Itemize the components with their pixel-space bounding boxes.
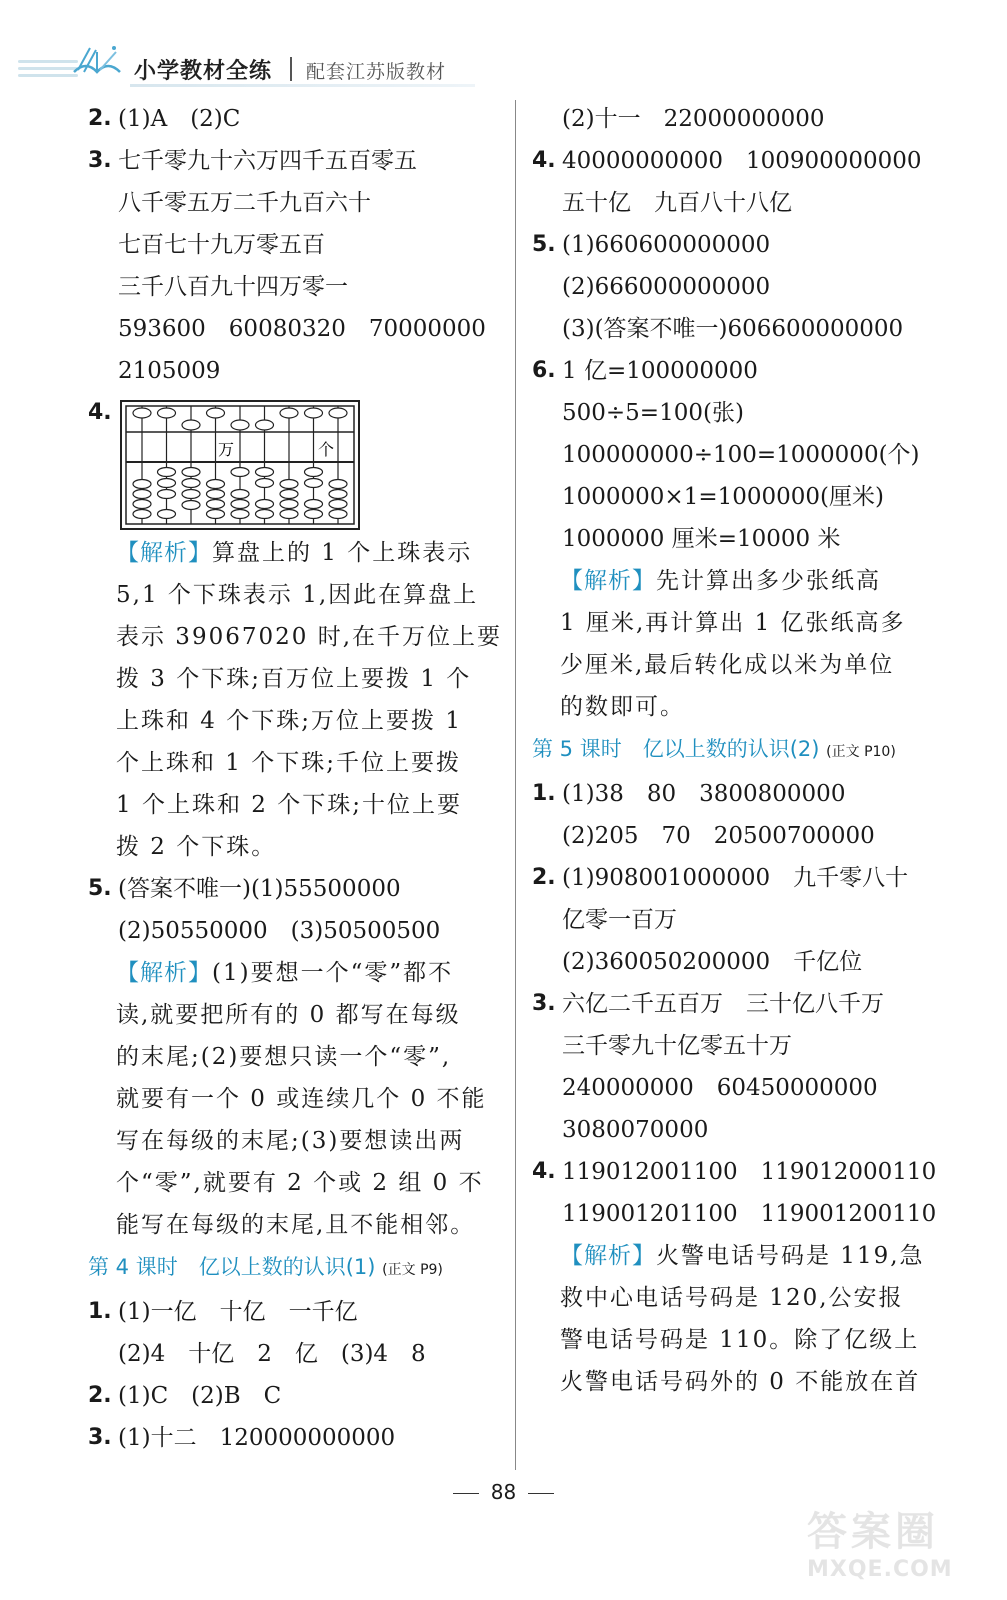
abacus-lower-bead xyxy=(280,480,298,489)
answer-line: 3080070000 xyxy=(562,1117,709,1143)
header-separator xyxy=(290,57,292,81)
abacus-lower-bead xyxy=(207,500,225,509)
watermark xyxy=(807,1500,987,1580)
question-3 xyxy=(88,140,503,182)
lesson4-question-5 xyxy=(532,224,952,266)
answer-line: 240000000 60450000000 xyxy=(562,1075,878,1101)
analysis-tag: 【解析】 xyxy=(560,1243,656,1269)
watermark-top: 答案圈 xyxy=(807,1509,939,1555)
abacus-lower-bead xyxy=(256,468,274,477)
answer-text: (1)660600000000 xyxy=(562,232,771,258)
answer-line: (2)360050200000 千亿位 xyxy=(562,949,863,975)
answer-line: (2)50550000 (3)50500500 xyxy=(118,918,441,944)
answer-text: (1)38 80 3800800000 xyxy=(562,781,846,807)
abacus-lower-bead xyxy=(231,500,249,509)
abacus-lower-bead xyxy=(182,501,200,510)
page-header xyxy=(0,0,1007,100)
answer-text: 1 亿=100000000 xyxy=(562,358,758,384)
question-number: 4. xyxy=(532,148,556,173)
answer-text: 七千零九十六万四千五百零五 xyxy=(118,148,417,174)
question-number: 4. xyxy=(88,400,112,425)
answer-line: 1000000×1=1000000(厘米) xyxy=(562,484,884,510)
analysis-line: 少厘米,最后转化成以米为单位 xyxy=(560,652,895,678)
abacus-lower-bead xyxy=(158,468,176,477)
question-number: 1. xyxy=(532,781,556,806)
analysis-line: 警电话号码是 110。除了亿级上 xyxy=(560,1327,920,1353)
answer-text: (1)908001000000 九千零八十 xyxy=(562,865,909,891)
answer-text: (1)一亿 十亿 一千亿 xyxy=(118,1299,358,1325)
abacus-upper-bead xyxy=(133,408,151,418)
abacus-lower-bead xyxy=(256,510,274,519)
column-divider xyxy=(515,100,516,1470)
analysis-line: 拨 2 个下珠。 xyxy=(116,834,277,860)
open-book-icon xyxy=(70,42,124,86)
analysis-line: 的数即可。 xyxy=(560,694,685,720)
ge-label: 个 xyxy=(318,440,335,459)
question-number: 3. xyxy=(532,991,556,1016)
watermark-bottom: MXQE.COM xyxy=(807,1557,953,1582)
abacus-lower-bead xyxy=(256,500,274,509)
analysis-line: 能写在每级的末尾,且不能相邻。 xyxy=(116,1212,476,1238)
analysis-q5 xyxy=(88,952,503,1246)
abacus-lower-bead xyxy=(133,510,151,519)
answer-line: 八千零五万二千九百六十 xyxy=(118,190,371,216)
analysis-line: (1)要想一个“零”都不 xyxy=(212,960,454,986)
abacus-upper-bead xyxy=(305,408,323,418)
question-5 xyxy=(88,868,503,910)
abacus-lower-bead xyxy=(280,500,298,509)
abacus-upper-bead xyxy=(231,420,249,430)
answer-line: 1000000 厘米=10000 米 xyxy=(562,526,841,552)
answer-line: (2)十一 22000000000 xyxy=(562,106,825,132)
abacus-upper-bead xyxy=(182,420,200,430)
left-column xyxy=(88,98,503,1459)
abacus-drawing xyxy=(120,400,360,530)
abacus-upper-bead xyxy=(280,408,298,418)
abacus-lower-bead xyxy=(158,510,176,519)
answer-text: 40000000000 100900000000 xyxy=(562,148,922,174)
abacus-lower-bead xyxy=(280,510,298,519)
header-decoration xyxy=(18,60,78,80)
answer-line: 三千零九十亿零五十万 xyxy=(562,1033,792,1059)
lesson-title: 第 4 课时 亿以上数的认识(1) xyxy=(88,1255,376,1279)
abacus-lower-bead xyxy=(329,480,347,489)
answer-line: (2)666000000000 xyxy=(562,274,771,300)
lesson5-question-3 xyxy=(532,983,952,1025)
analysis-line: 就要有一个 0 或连续几个 0 不能 xyxy=(116,1086,487,1112)
analysis-line: 火警电话号码外的 0 不能放在首 xyxy=(560,1369,921,1395)
lesson-title: 第 5 课时 亿以上数的认识(2) xyxy=(532,737,820,761)
answer-line: 100000000÷100=1000000(个) xyxy=(562,442,920,468)
abacus-lower-bead xyxy=(207,510,225,519)
lesson5-question-4 xyxy=(532,1151,952,1193)
analysis-line: 个上珠和 1 个下珠;千位上要拨 xyxy=(116,750,462,776)
answer-text: (1)C (2)B C xyxy=(118,1383,282,1409)
question-2 xyxy=(88,98,503,140)
answer-text: (答案不唯一)(1)55500000 xyxy=(118,876,401,902)
question-number: 2. xyxy=(88,1383,112,1408)
analysis-tag: 【解析】 xyxy=(560,568,656,594)
answer-line: 三千八百九十四万零一 xyxy=(118,274,348,300)
analysis-line: 火警电话号码是 119,急 xyxy=(656,1243,925,1269)
question-number: 2. xyxy=(88,106,112,131)
analysis-q4 xyxy=(88,532,503,868)
analysis-line: 表示 39067020 时,在千万位上要 xyxy=(116,624,502,650)
wan-label: 万 xyxy=(218,440,235,459)
question-number: 4. xyxy=(532,1159,556,1184)
abacus-lower-bead xyxy=(231,490,249,499)
analysis-line: 1 厘米,再计算出 1 亿张纸高多 xyxy=(560,610,906,636)
abacus-figure xyxy=(120,400,360,530)
question-number: 3. xyxy=(88,1425,112,1450)
answer-line: 五十亿 九百八十八亿 xyxy=(562,190,792,216)
analysis-line: 先计算出多少张纸高 xyxy=(656,568,881,594)
abacus-lower-bead xyxy=(158,490,176,499)
abacus-upper-bead xyxy=(207,408,225,418)
abacus-lower-bead xyxy=(329,490,347,499)
answer-text: 六亿二千五百万 三十亿八千万 xyxy=(562,991,884,1017)
answer-line: 七百七十九万零五百 xyxy=(118,232,325,258)
abacus-lower-bead xyxy=(182,479,200,488)
book-subtitle: 配套江苏版教材 xyxy=(306,61,447,83)
answer-line: 500÷5=100(张) xyxy=(562,400,744,426)
answer-line: 亿零一百万 xyxy=(562,907,677,933)
abacus-lower-bead xyxy=(305,468,323,477)
abacus-lower-bead xyxy=(256,479,274,488)
abacus-lower-bead xyxy=(207,490,225,499)
lesson5-question-1 xyxy=(532,773,952,815)
analysis-line: 上珠和 4 个下珠;万位上要拨 1 xyxy=(116,708,462,734)
answer-text: (1)A (2)C xyxy=(118,106,241,132)
question-number: 5. xyxy=(532,232,556,257)
answer-line: 2105009 xyxy=(118,358,221,384)
abacus-lower-bead xyxy=(207,480,225,489)
answer-text: (1)十二 120000000000 xyxy=(118,1425,396,1451)
abacus-lower-bead xyxy=(329,510,347,519)
lesson-5-heading xyxy=(532,728,952,773)
answer-line: (2)4 十亿 2 亿 (3)4 8 xyxy=(118,1341,426,1367)
abacus-lower-bead xyxy=(182,468,200,477)
abacus-lower-bead xyxy=(158,479,176,488)
header-rule xyxy=(130,84,475,87)
answer-line: (3)(答案不唯一)606600000000 xyxy=(562,316,904,342)
answer-text: 119012001100 119012000110 xyxy=(562,1159,937,1185)
analysis-line: 算盘上的 1 个上珠表示 xyxy=(212,540,473,566)
abacus-lower-bead xyxy=(182,490,200,499)
lesson4-question-2 xyxy=(88,1375,503,1417)
lesson-4-heading xyxy=(88,1246,503,1291)
question-number: 2. xyxy=(532,865,556,890)
analysis-line: 写在每级的末尾;(3)要想读出两 xyxy=(116,1128,465,1154)
analysis-tag: 【解析】 xyxy=(116,540,212,566)
analysis-q6 xyxy=(532,560,952,728)
book-title: 小学教材全练 xyxy=(134,59,273,84)
abacus-lower-bead xyxy=(133,500,151,509)
abacus-lower-bead xyxy=(305,510,323,519)
abacus-lower-bead xyxy=(231,510,249,519)
answer-line: (2)205 70 20500700000 xyxy=(562,823,875,849)
question-number: 5. xyxy=(88,876,112,901)
analysis-l5q4 xyxy=(532,1235,952,1403)
abacus-lower-bead xyxy=(305,500,323,509)
abacus-lower-bead xyxy=(280,490,298,499)
analysis-line: 个“零”,就要有 2 个或 2 组 0 不 xyxy=(116,1170,484,1196)
abacus-upper-bead xyxy=(158,408,176,418)
abacus-lower-bead xyxy=(231,468,249,477)
lesson4-question-1 xyxy=(88,1291,503,1333)
abacus-lower-bead xyxy=(329,500,347,509)
answer-line: 119001201100 119001200110 xyxy=(562,1201,937,1227)
question-4 xyxy=(88,392,503,532)
lesson4-question-3 xyxy=(88,1417,503,1459)
analysis-line: 的末尾;(2)要想只读一个“零”, xyxy=(116,1044,452,1070)
question-number: 1. xyxy=(88,1299,112,1324)
analysis-line: 救中心电话号码是 120,公安报 xyxy=(560,1285,904,1311)
analysis-line: 读,就要把所有的 0 都写在每级 xyxy=(116,1002,461,1028)
question-number: 6. xyxy=(532,358,556,383)
analysis-tag: 【解析】 xyxy=(116,960,212,986)
question-number: 3. xyxy=(88,148,112,173)
abacus-lower-bead xyxy=(133,480,151,489)
lesson4-question-4 xyxy=(532,140,952,182)
abacus-upper-bead xyxy=(256,420,274,430)
lesson-ref: (正文 P9) xyxy=(382,1262,443,1278)
analysis-line: 1 个上珠和 2 个下珠;十位上要 xyxy=(116,792,462,818)
analysis-line: 5,1 个下珠表示 1,因此在算盘上 xyxy=(116,582,479,608)
analysis-line: 拨 3 个下珠;百万位上要拨 1 个 xyxy=(116,666,472,692)
abacus-upper-bead xyxy=(329,408,347,418)
page-number-text: 88 xyxy=(490,1480,517,1504)
right-column xyxy=(532,98,952,1403)
abacus-lower-bead xyxy=(133,490,151,499)
lesson5-question-2 xyxy=(532,857,952,899)
lesson-ref: (正文 P10) xyxy=(826,744,896,760)
abacus-lower-bead xyxy=(305,479,323,488)
answer-line: 593600 60080320 70000000 xyxy=(118,316,486,342)
lesson4-question-6 xyxy=(532,350,952,392)
